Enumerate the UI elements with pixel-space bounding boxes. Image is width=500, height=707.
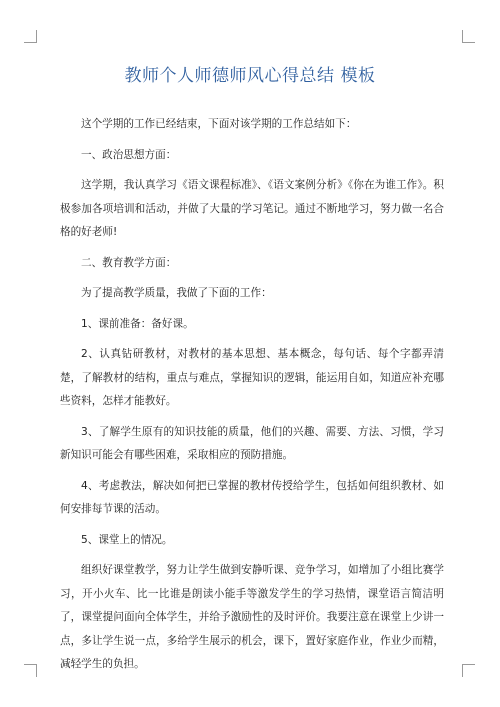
list-item-5: 5、课堂上的情况。 <box>81 533 173 546</box>
crop-mark-bottom-left <box>24 664 37 677</box>
crop-mark-bottom-right <box>462 664 475 677</box>
heading-political: 一、政治思想方面： <box>81 148 177 161</box>
crop-mark-top-right <box>462 30 475 43</box>
list-item-3: 3、了解学生原有的知识技能的质量，他们的兴趣、需要、方法、习惯，学习新知识可能会有哪些困难，采取相应的预防措施。 <box>60 425 444 461</box>
crop-mark-top-left <box>24 30 37 43</box>
document-body <box>60 113 444 684</box>
document-title: 教师个人师德师风心得总结 模板 <box>124 66 376 86</box>
paragraph-classroom: 组织好课堂教学，努力让学生做到安静听课、竞争学习，如增加了小组比赛学习，开小火车、比一比谁是朗读小能手等激发学生的学习热情，课堂语言简洁明了，课堂提问面向全体学生，并给予激励性的及时评价。我要注意在课堂上少讲一点，多让学生说一点，多给学生展示的机会，课下，置好家庭作业，作业少而精，减轻学生的负担。 <box>60 564 444 670</box>
list-item-4: 4、考虑教法，解决如何把已掌握的教材传授给学生，包括如何组织教材、如何安排每节课的活动。 <box>60 479 444 515</box>
paragraph-teaching-intro: 为了提高教学质量，我做了下面的工作： <box>81 287 272 299</box>
list-item-1: 1、课前准备：备好课。 <box>81 317 194 330</box>
list-item-2: 2、认真钻研教材，对教材的基本思想、基本概念，每句话、每个字都弄清楚，了解教材的结构，重点与难点，掌握知识的逻辑，能运用自如，知道应补充哪些资料，怎样才能教好。 <box>60 348 444 407</box>
paragraph-political: 这学期，我认真学习《语文课程标准》、《语文案例分析》《你在为谁工作》。积极参加各项培训和活动，并做了大量的学习笔记。通过不断地学习，努力做一名合格的好老师! <box>60 179 444 238</box>
paragraph-intro: 这个学期的工作已经结束，下面对该学期的工作总结如下： <box>81 118 357 130</box>
heading-teaching: 二、教育教学方面： <box>81 256 177 269</box>
